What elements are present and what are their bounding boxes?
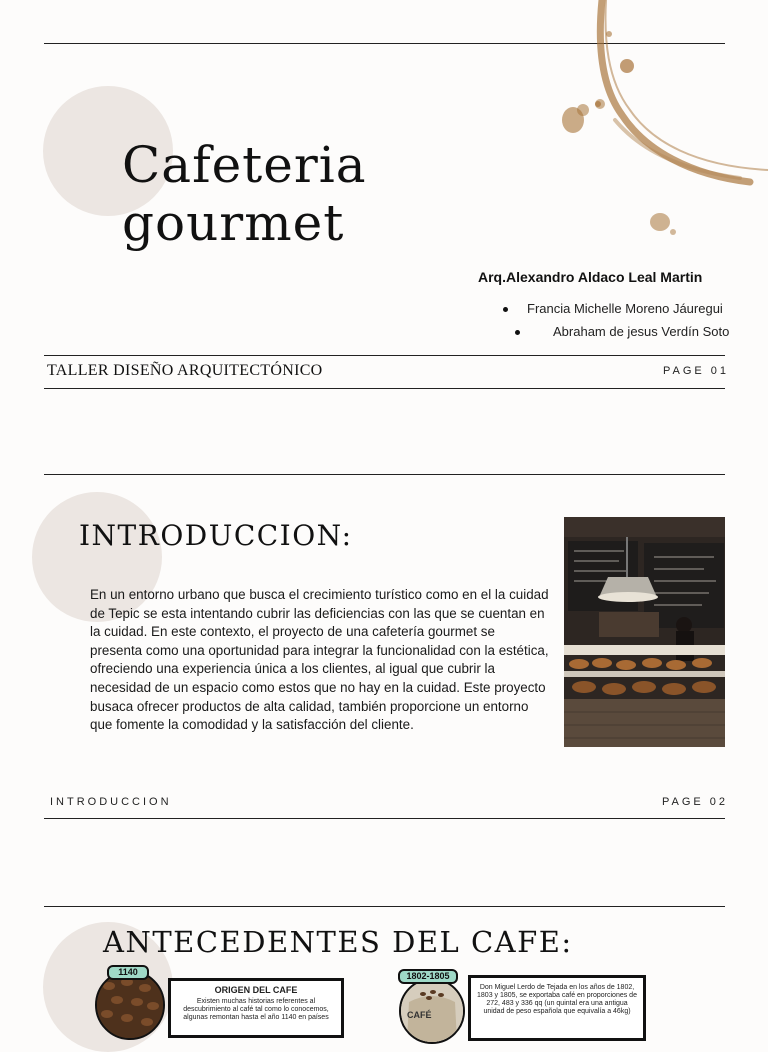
title-line-1: Cafeteria <box>122 136 367 194</box>
bullet-icon <box>503 307 508 312</box>
footer-rule-top <box>44 355 725 356</box>
page2-top-rule <box>44 474 725 475</box>
cafe-interior-photo <box>564 517 725 747</box>
timeline-card-2 <box>468 975 646 1041</box>
intro-paragraph: En un entorno urbano que busca el crecimiento turístico como en el la cuidad de Tepic se esta intentando cubrir las deficiencias con las que se cuentan en la cuidad. En este contexto, el proyecto de una cafetería gourmet se presenta como una oportunidad para integrar la funcionalidad con la estética, ofreciendo una experiencia única a los clientes, al igual que cubrir la necesidad de un espacio como estos que no hay en la cuidad. Este proyecto busaca ofrecer productos de alta calidad, también proporcione un entorno que fomente la comodidad y la satisfacción del cliente. <box>90 587 549 733</box>
intro-heading: INTRODUCCION: <box>79 519 353 552</box>
sack-label: CAFÉ <box>407 1010 432 1020</box>
coffee-sack-image <box>399 978 465 1044</box>
antecedentes-heading: ANTECEDENTES DEL CAFE: <box>103 925 573 959</box>
timeline-card-title-1: ORIGEN DEL CAFE <box>214 985 298 995</box>
teacher-name: Arq.Alexandro Aldaco Leal Martin <box>478 269 703 285</box>
timeline-card-text-2: Don Miguel Lerdo de Tejada en los años de 1802, 1803 y 1805, se exportaba café en proporciones de 272, 483 y 336 qq (un quintal era una antigua unidad de peso española que equivalía a 46kg) <box>477 984 637 1015</box>
page3-top-rule <box>44 906 725 907</box>
timeline-year-badge-2: 1802-1805 <box>398 969 458 984</box>
bullet-icon <box>515 330 520 335</box>
timeline-card-1 <box>168 978 344 1038</box>
page2-bottom-rule <box>44 818 725 819</box>
footer-rule-bottom <box>44 388 725 389</box>
timeline-card-text-1: Existen muchas historias referentes al descubrimiento al café tal como lo conocemos, algunas remontan hasta el año 1140 en países <box>183 998 329 1021</box>
page-number-2: PAGE 02 <box>662 796 729 808</box>
student-name-1: Francia Michelle Moreno Jáuregui <box>527 301 723 316</box>
section-label-2: INTRODUCCION <box>50 796 172 808</box>
course-name: TALLER DISEÑO ARQUITECTÓNICO <box>47 362 323 379</box>
timeline-year-badge-1: 1140 <box>107 965 149 980</box>
coffee-beans-image <box>95 970 165 1040</box>
coffee-stain-decoration <box>540 0 768 250</box>
title-line-2: gourmet <box>122 194 345 252</box>
page-number-1: PAGE 01 <box>663 365 730 377</box>
student-name-2: Abraham de jesus Verdín Soto <box>553 324 730 339</box>
page-title <box>122 136 367 252</box>
